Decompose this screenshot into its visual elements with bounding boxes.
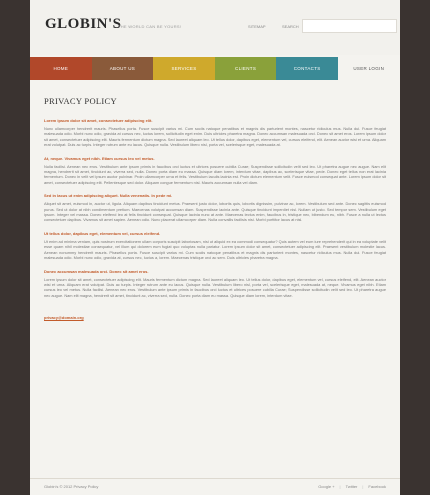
main-content <box>44 96 386 324</box>
nav-item-user-login[interactable] <box>338 57 400 80</box>
policy-section <box>44 231 386 261</box>
facebook-link[interactable]: Facebook <box>368 484 386 489</box>
twitter-link[interactable]: Twitter <box>345 484 358 489</box>
divider: | <box>339 484 341 489</box>
nav-item-clients[interactable] <box>215 57 277 80</box>
nav-item-label: USER LOGIN <box>353 66 385 71</box>
section-body: Ut enim ad minima veniam, quis nostrum exercitationem ullam corporis suscipit laboriosam, nisi ut aliquid ex ea commodi consequatur? Quis autem vel eum iure reprehenderit qui in ea voluptate velit esse quam nihil molestiae consequatur, vel illum qui dolorem eum fugiat quo voluptas nulla pariatur. Lorem ipsum dolor sit amet, consectetuer adipiscing elit. Praesent vestibulum molestie lacus. Aenean nonummy hendrerit mauris. Phasellus porta. Fusce suscipit varius mi. Cum sociis natoque penatibus et magnis dis parturient montes, nascetur ridiculus mus. Nulla dui. Fusce feugiat malesuada odio. Morbi nunc odio, gravida at, cursus nec, luctus a, lorem. Maecenas tristique orci ac sem. Duis ultricies pharetra magna. <box>44 238 386 261</box>
policy-section <box>44 269 386 299</box>
nav-item-services[interactable] <box>153 57 215 80</box>
nav-item-label: ABOUT US <box>109 66 136 71</box>
main-nav <box>30 57 400 80</box>
footer <box>30 478 400 495</box>
section-heading: Ut tellus dolor, dapibus eget, elementum vel, cursus eleifend. <box>44 230 161 236</box>
search-input[interactable] <box>302 19 397 33</box>
page-title: PRIVACY POLICY <box>44 96 117 106</box>
site-slogan: THE WORLD CAN BE YOURS! <box>118 24 182 29</box>
nav-item-about-us[interactable] <box>92 57 154 80</box>
nav-item-label: HOME <box>53 66 69 71</box>
copyright-text: Globin's © 2012 Privacy Policy <box>44 484 99 489</box>
nav-item-contacts[interactable] <box>276 57 338 80</box>
policy-section <box>44 118 386 148</box>
nav-item-label: CLIENTS <box>235 66 257 71</box>
nav-item-label: CONTACTS <box>293 66 321 71</box>
section-heading: Donec accumsan malesuada orci. Donec sit amet eros. <box>44 268 149 274</box>
site-logo[interactable]: GLOBIN'S <box>45 16 122 32</box>
divider: | <box>362 484 364 489</box>
header <box>30 0 400 55</box>
section-body: Lorem ipsum dolor sit amet, consectetuer adipiscing elit. Mauris fermentum dictum magna. Sed laoreet aliquam leo. Ut tellus dolor, dapibus eget, elementum vel, cursus eleifend, elit. Aenean auctor wisi et urna. Aliquam erat volutpat. Duis ac turpis. Integer rutrum ante eu lacus. Quisque nulla. Vestibulum libero nisl, porta vel, scelerisque eget, malesuada at, neque. Vivamus eget nibh. Etiam cursus leo vel metus. Nulla facilisi. Aenean nec eros. Vestibulum ante ipsum primis in faucibus orci luctus et ultrices posuere cubilia Curae; Suspendisse sollicitudin velit sed leo. Ut pharetra augue nec augue. Nam elit magna, hendrerit sit amet, tincidunt ac, viverra sed, nulla. Donec porta diam eu massa. Quisque diam lorem, interdum vitae. <box>44 276 386 298</box>
social-links <box>318 484 386 489</box>
nav-item-label: SERVICES <box>171 66 197 71</box>
section-body: Nunc ullamcorper hendrerit mauris. Phasellus porta. Fusce suscipit varius mi. Cum sociis natoque penatibus et magnis dis parturient montes, nascetur ridiculus mus. Nulla dui. Fusce feugiat malesuada odio. Morbi nunc odio, gravida at cursus nec, luctus lorem, sollicitudin eget enim. Duis ultricies pharetra magna. Donec accumsan malesuada orci. Donec sit amet eros. Lorem ipsum dolor sit amet, consectetuer adipiscing elit. Mauris fermentum dictum magna. Sed laoreet aliquam leo. Ut tellus dolor, dapibus eget, elementum vel, cursus eleifend, elit. Aenean auctor wisi et urna. Aliquam erat volutpat. Duis ac turpis. Integer rutrum ante eu lacus. Quisque nulla. Vestibulum libero nisl, porta vel, scelerisque eget, malesuada at. <box>44 126 386 148</box>
policy-section <box>44 156 386 186</box>
section-heading: Lorem ipsum dolor sit amet, consectetuer adipiscing elit. <box>44 118 153 123</box>
email-link[interactable]: privacy@domain.org <box>44 315 84 321</box>
section-body: Nulla facilisi. Aenean nec eros. Vestibulum ante ipsum primis in faucibus orci luctus et ultrices posuere cubilia Curae; Suspendisse sollicitudin velit sed leo. Ut pharetra augue nec augue. Nam elit magna, hendrerit sit amet, tincidunt ac, viverra sed, nulla. Donec porta diam eu massa. Quisque diam lorem, interdum vitae, dapibus ac, scelerisque vitae, pede. Donec eget tellus non erat lacinia fermentum. Donec in velit vel ipsum auctor pulvinar. Proin ullamcorper urna et felis. Vestibulum iaculis lacinia est. Proin dictum elementum velit. Fusce euismod consequat ante. Lorem ipsum dolor sit amet, consectetuer adipiscing elit. Pellentesque sed dolor. Aliquam congue fermentum nisl. Mauris accumsan nulla vel diam. <box>44 163 386 185</box>
policy-section <box>44 193 386 223</box>
nav-item-home[interactable] <box>30 57 92 80</box>
page-container <box>30 0 400 495</box>
search-label: SEARCH <box>282 24 299 29</box>
sitemap-link[interactable]: SITEMAP <box>248 24 266 29</box>
section-body: Aliquet sit amet, euismod in, auctor ut, ligula. Aliquam dapibus tincidunt metus. Praesent justo dolor, lobortis quis, lobortis dignissim, pulvinar ac, lorem. Vestibulum sed ante. Donec sagittis euismod purus. Sed ut dolor at nibh condimentum pretium. Maecenas volutpat accumsan diam. Suspendisse lacinia ante. Quisque tincidunt imperdiet nisl. Nullam ut justo. Sed tempor sem. Vestibulum eget ipsum. Integer vel massa. Donec eleifend leo at felis tincidunt consequat. Quisque lacinia nunc at ante. Maecenas lectus enim, faucibus in, tristique nec, bibendum eu, nibh. Fusce a nulla ut lectus consectetuer dapibus. Vivamus sit amet sapien. Aenean odio. Nunc placerat ullamcorper diam. Nulla convallis facilisis nisi. Morbi porttitor lacus at nisl. <box>44 201 386 223</box>
section-heading: Sed in lacus ut enim adipiscing aliquet. Nulla venenatis. In pede mi. <box>44 193 173 199</box>
section-heading: At, neque. Vivamus eget nibh. Etiam cursus leo vel metus. <box>44 155 155 161</box>
google-plus-link[interactable]: Google + <box>318 484 335 489</box>
